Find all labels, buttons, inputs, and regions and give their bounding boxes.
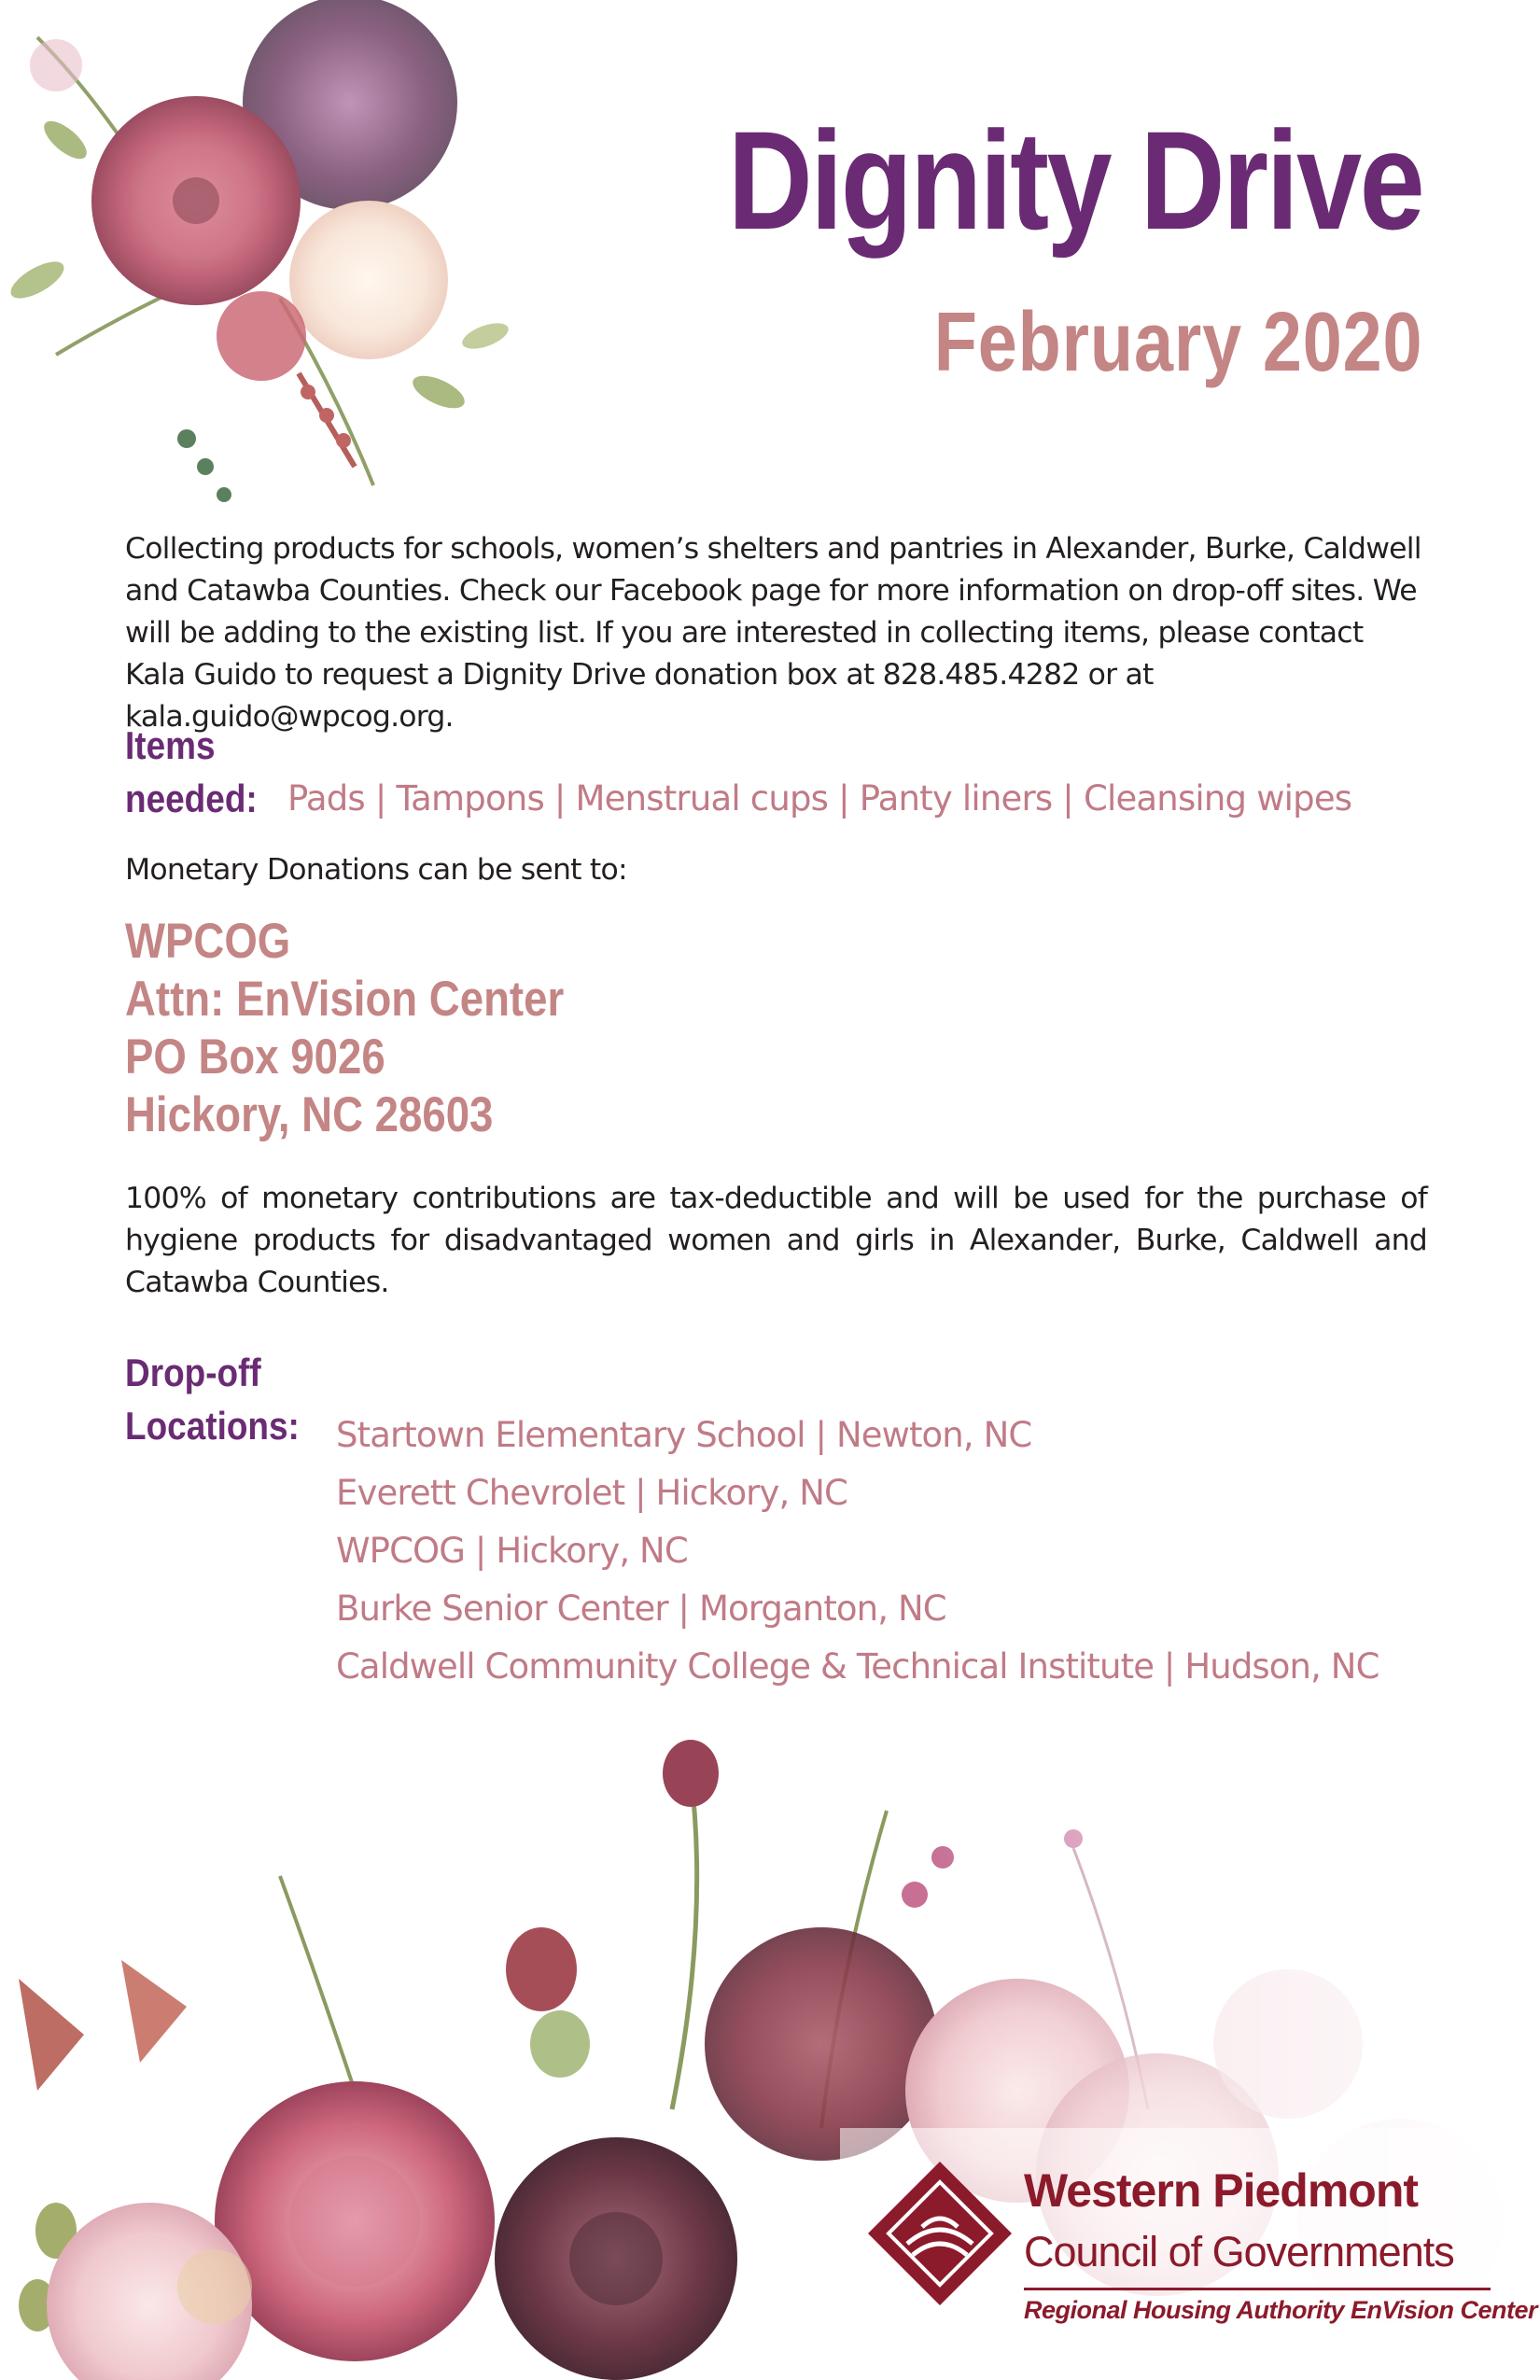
monetary-donations-intro: Monetary Donations can be sent to: <box>125 853 627 887</box>
location-item: Startown Elementary School | Newton, NC <box>336 1415 1032 1455</box>
logo-org-name: Western Piedmont <box>1024 2164 1419 2217</box>
location-item: Burke Senior Center | Morganton, NC <box>336 1589 946 1629</box>
location-item: Caldwell Community College & Technical Institute | Hudson, NC <box>336 1646 1379 1687</box>
page-title: Dignity Drive <box>727 102 1422 259</box>
dropoff-label-line1: Drop-off <box>125 1351 261 1394</box>
address-line: Attn: EnVision Center <box>125 972 565 1027</box>
wpcog-logo-icon <box>864 2158 1015 2309</box>
page-subtitle-date: February 2020 <box>933 296 1422 389</box>
location-item: Everett Chevrolet | Hickory, NC <box>336 1473 847 1513</box>
items-needed-list: Pads | Tampons | Menstrual cups | Panty liners | Cleansing wipes <box>287 778 1352 819</box>
tax-deductible-note: 100% of monetary contributions are tax-deductible and will be used for the purchase of hygiene products for disadvantaged women and girls in Alexander, Burke, Caldwell and Catawba Counties. <box>125 1182 1427 1299</box>
items-label-line1: Items <box>125 723 216 767</box>
address-line: Hickory, NC 28603 <box>125 1087 494 1142</box>
dropoff-label-line2: Locations: <box>125 1404 300 1448</box>
items-label-line2: needed: <box>125 777 258 820</box>
address-line: WPCOG <box>125 914 291 969</box>
items-needed-label <box>125 719 258 825</box>
dropoff-locations-list <box>336 1407 1379 1696</box>
logo-org-subname: Council of Governments <box>1024 2228 1454 2275</box>
dropoff-locations-label <box>125 1346 300 1452</box>
location-item: WPCOG | Hickory, NC <box>336 1531 688 1571</box>
floral-decoration-top <box>0 0 597 523</box>
logo-tagline: Regional Housing Authority EnVision Center <box>1024 2296 1538 2324</box>
intro-paragraph: Collecting products for schools, women’s shelters and pantries in Alexander, Burke, Caldwell and Catawba Counties. Check our Facebook page for more information on drop-off sites. We will be adding to the existing list. If you are interested in collecting items, please contact Kala Guido to request a Dignity Drive donation box at 828.485.4282 or at kala.guido@wpcog.org. <box>125 532 1421 734</box>
logo-divider <box>1024 2288 1491 2290</box>
mailing-address <box>125 913 564 1144</box>
address-line: PO Box 9026 <box>125 1029 385 1085</box>
floral-decoration-bottom <box>0 1736 1540 2380</box>
